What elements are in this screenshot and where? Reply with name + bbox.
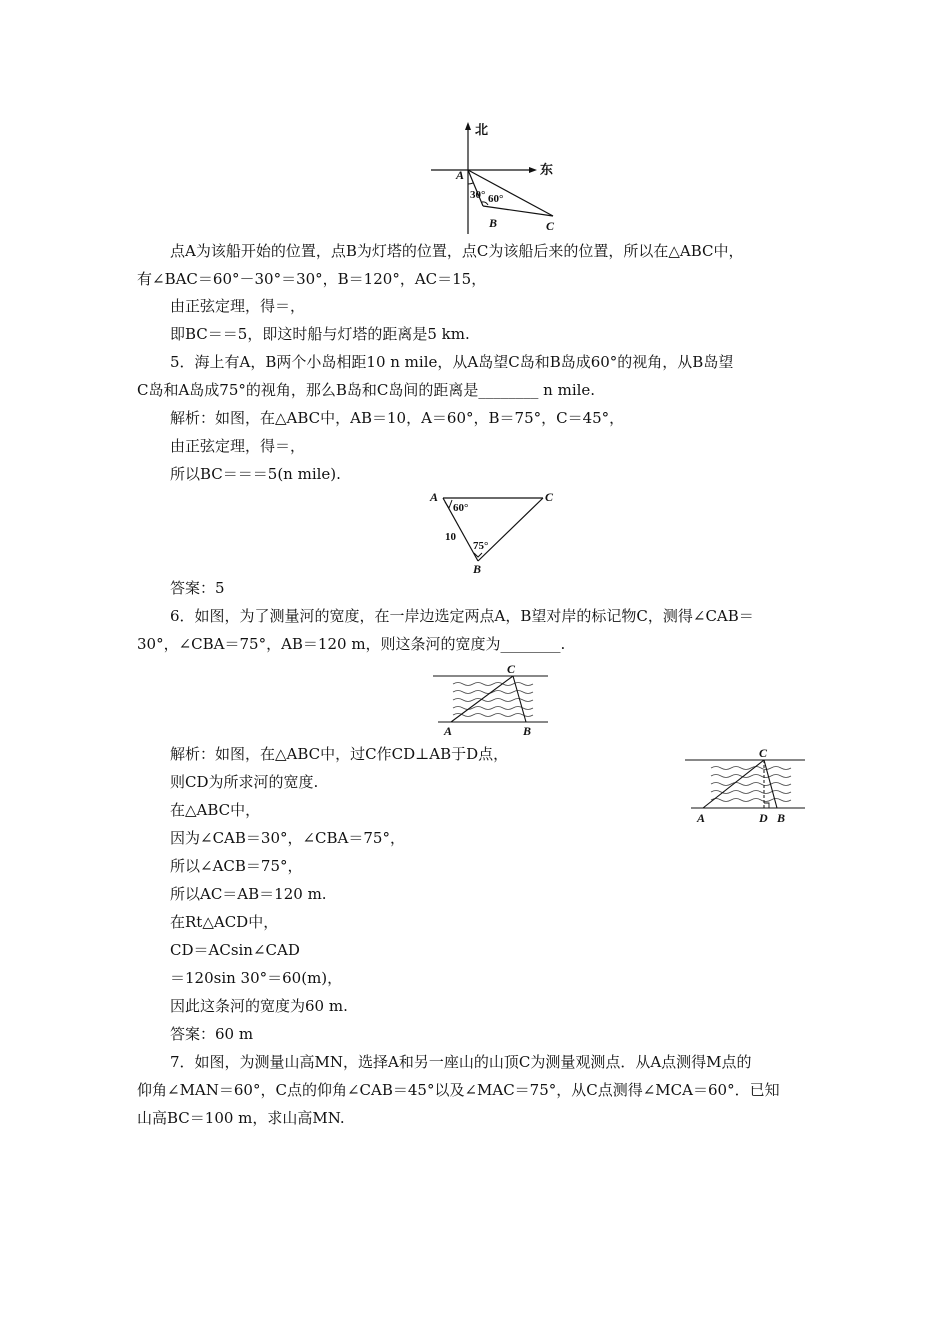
question-7-line: 7．如图，为测量山高MN，选择A和另一座山的山顶C为测量观测点．从A点测得M点的 xyxy=(170,1053,752,1071)
islands-point-a: A xyxy=(430,490,439,504)
compass-point-c: C xyxy=(546,219,555,233)
solution-line: 因为∠CAB＝30°，∠CBA＝75°， xyxy=(170,829,405,847)
solution-line: 所以∠ACB＝75°， xyxy=(170,857,303,875)
text-line: 由正弦定理，得＝， xyxy=(170,297,306,315)
question-5-line: C岛和A岛成75°的视角，那么B岛和C岛间的距离是________ n mile. xyxy=(137,381,596,399)
text-line: 点A为该船开始的位置，点B为灯塔的位置，点C为该船后来的位置，所以在△ABC中， xyxy=(170,242,744,260)
river2-point-c: C xyxy=(759,746,768,760)
question-7-line: 仰角∠MAN＝60°，C点的仰角∠CAB＝45°以及∠MAC＝75°，从C点测得∠MCA＝60°．已知 xyxy=(137,1081,780,1099)
question-5-line: 5．海上有A，B两个小岛相距10 n mile，从A岛望C岛和B岛成60°的视角，从B岛望 xyxy=(170,353,734,371)
islands-point-c: C xyxy=(545,490,554,504)
compass-angle-60: 60° xyxy=(488,193,504,205)
river1-point-c: C xyxy=(507,662,516,676)
compass-north-label: 北 xyxy=(475,123,489,138)
compass-point-b: B xyxy=(489,216,498,230)
answer-line: 答案：60 m xyxy=(170,1025,254,1043)
solution-line: CD＝ACsin∠CAD xyxy=(170,941,300,959)
solution-line: 在△ABC中， xyxy=(170,801,261,819)
question-6-line: 6．如图，为了测量河的宽度，在一岸边选定两点A，B望对岸的标记物C，测得∠CAB＝ xyxy=(170,607,754,625)
figure-river-1 xyxy=(428,662,553,738)
solution-line: 所以AC＝AB＝120 m. xyxy=(170,885,327,903)
solution-line: 解析：如图，在△ABC中，过C作CD⊥AB于D点， xyxy=(170,745,509,763)
compass-angle-30: 30° xyxy=(470,189,486,201)
islands-point-b: B xyxy=(473,562,482,576)
solution-line: 在Rt△ACD中， xyxy=(170,913,279,931)
river1-point-a: A xyxy=(444,724,453,738)
solution-line: 因此这条河的宽度为60 m. xyxy=(170,997,348,1015)
compass-point-a: A xyxy=(456,168,465,182)
islands-angle-a: 60° xyxy=(453,502,469,514)
solution-line: 则CD为所求河的宽度. xyxy=(170,773,319,791)
solution-line: 由正弦定理，得＝， xyxy=(170,437,306,455)
islands-angle-b: 75° xyxy=(473,540,489,552)
text-line: 有∠BAC＝60°－30°＝30°，B＝120°，AC＝15， xyxy=(137,270,487,288)
river2-point-b: B xyxy=(777,811,786,825)
river2-point-d: D xyxy=(759,811,768,825)
figure-islands-triangle xyxy=(425,486,565,576)
text-line: 即BC＝＝5，即这时船与灯塔的距离是5 km. xyxy=(170,325,470,343)
river2-point-a: A xyxy=(697,811,706,825)
figure-river-2 xyxy=(683,746,813,826)
compass-east-label: 东 xyxy=(540,163,554,178)
figure-compass xyxy=(425,118,565,238)
solution-line: ＝120sin 30°＝60(m)， xyxy=(170,969,343,987)
river1-point-b: B xyxy=(523,724,532,738)
answer-line: 答案：5 xyxy=(170,579,225,597)
islands-side-ab: 10 xyxy=(445,531,456,543)
question-7-line: 山高BC＝100 m，求山高MN. xyxy=(137,1109,345,1127)
solution-line: 所以BC＝＝＝5(n mile). xyxy=(170,465,341,483)
question-6-line: 30°，∠CBA＝75°，AB＝120 m，则这条河的宽度为________. xyxy=(137,635,566,653)
solution-line: 解析：如图，在△ABC中，AB＝10，A＝60°，B＝75°，C＝45°， xyxy=(170,409,625,427)
